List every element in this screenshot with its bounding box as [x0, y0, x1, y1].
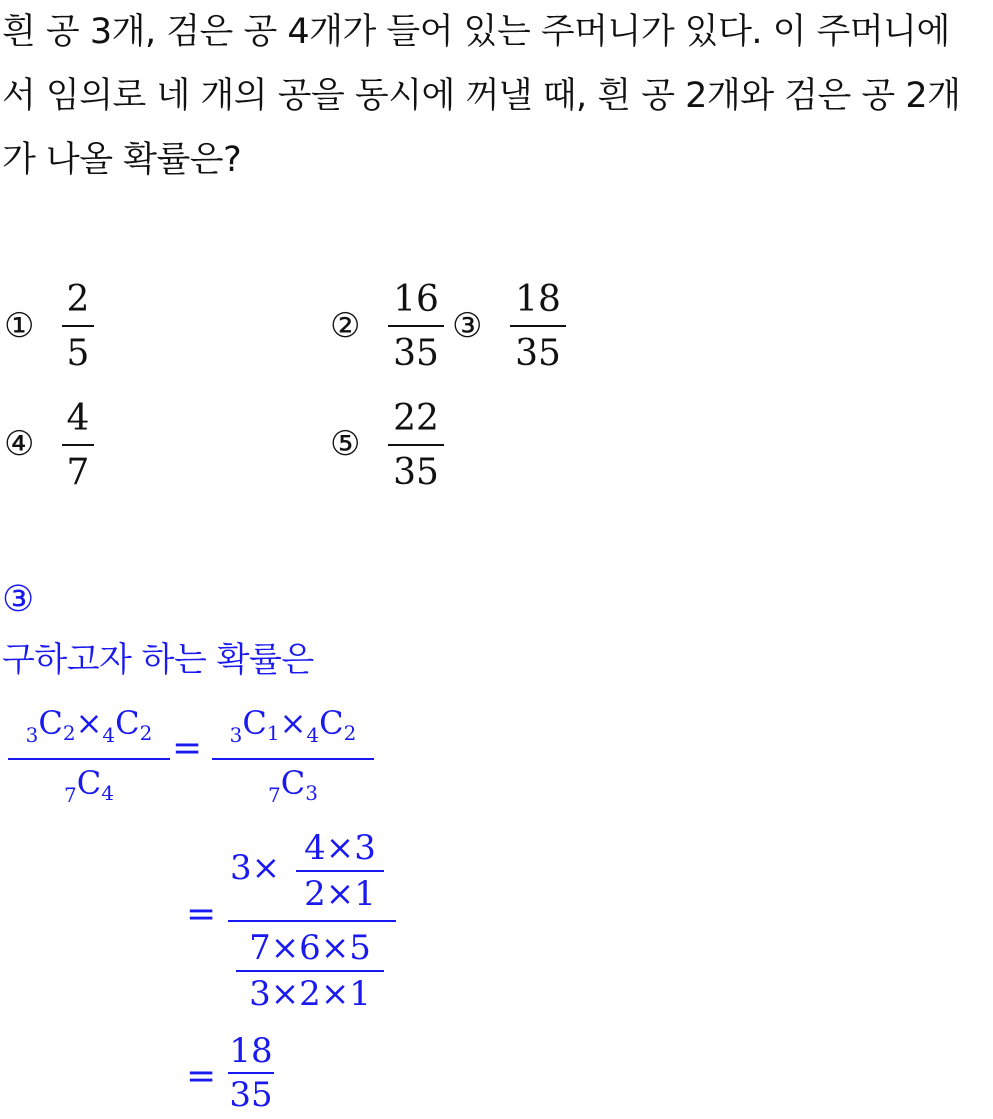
choice-4-denominator: 7 — [66, 452, 90, 493]
choice-3-fraction[interactable] — [510, 277, 566, 377]
combination-symbol: C — [280, 764, 306, 802]
step2-top-numerator: 4×3 — [304, 828, 376, 868]
step2-bottom-numerator: 7×6×5 — [249, 928, 371, 968]
step1-left-denominator — [8, 760, 170, 818]
combination-total: 4 — [102, 723, 116, 747]
fraction-bar — [62, 325, 94, 327]
solution-answer: ③ — [2, 579, 35, 620]
combination-symbol: C — [38, 704, 63, 742]
step1-right-fraction — [212, 700, 374, 818]
combination-total: 3 — [25, 723, 39, 747]
choice-4-numerator: 4 — [66, 398, 90, 439]
choice-1-fraction[interactable] — [62, 277, 94, 377]
step2-bottom-inner-fraction — [236, 926, 384, 1016]
times-sign: × — [279, 704, 307, 742]
step2-compound-fraction — [228, 826, 396, 1018]
step2-upper-part — [228, 826, 396, 918]
fraction-bar — [62, 444, 94, 446]
times-sign: × — [75, 704, 103, 742]
choice-4-fraction[interactable] — [62, 396, 94, 496]
step2-bottom-denominator: 3×2×1 — [249, 974, 371, 1014]
choice-1-numerator: 2 — [66, 279, 90, 320]
combination-symbol: C — [242, 704, 267, 742]
combination-symbol: C — [319, 704, 344, 742]
choice-1-denominator: 5 — [66, 333, 90, 374]
combination-choose: 1 — [266, 721, 280, 745]
question-line-2: 서 임의로 네 개의 공을 동시에 꺼낼 때, 흰 공 2개와 검은 공 2개 — [2, 76, 961, 116]
choice-2-mark[interactable]: ② — [330, 306, 361, 346]
equals-sign: = — [186, 894, 217, 935]
combination-total: 4 — [306, 723, 320, 747]
choice-2-numerator: 16 — [393, 279, 439, 320]
step2-top-denominator: 2×1 — [304, 874, 376, 914]
combination-total: 7 — [268, 783, 281, 807]
choice-3-mark[interactable]: ③ — [452, 306, 483, 346]
fraction-bar — [388, 325, 444, 327]
step3-result-fraction — [228, 1030, 274, 1116]
step2-top-lead: 3× — [230, 848, 281, 888]
step2-lower-part — [228, 926, 396, 1018]
step1-left-fraction — [8, 700, 170, 818]
question-text — [2, 0, 992, 192]
combination-choose: 2 — [343, 721, 357, 745]
combination-choose: 2 — [62, 721, 76, 745]
choice-2-fraction[interactable] — [388, 277, 444, 377]
combination-symbol: C — [76, 764, 102, 802]
question-line-1: 흰 공 3개, 검은 공 4개가 들어 있는 주머니가 있다. 이 주머니에 — [2, 12, 950, 52]
solution-lead-text: 구하고자 하는 확률은 — [2, 640, 314, 680]
step2-top-inner-fraction — [296, 826, 384, 916]
fraction-bar — [388, 444, 444, 446]
combination-symbol: C — [115, 704, 140, 742]
choice-1-mark[interactable]: ① — [4, 306, 35, 346]
fraction-bar — [510, 325, 566, 327]
question-line-3: 가 나올 확률은? — [2, 140, 242, 180]
choice-3-denominator: 35 — [515, 333, 561, 374]
equals-sign: = — [186, 1056, 217, 1097]
choice-5-fraction[interactable] — [388, 396, 444, 496]
combination-total: 7 — [64, 783, 77, 807]
step1-right-denominator — [212, 760, 374, 818]
equals-sign: = — [172, 728, 203, 769]
choice-5-mark[interactable]: ⑤ — [330, 424, 361, 464]
main-fraction-bar — [228, 920, 396, 922]
choice-5-denominator: 35 — [393, 452, 439, 493]
combination-choose: 2 — [139, 721, 153, 745]
choice-3-numerator: 18 — [515, 279, 561, 320]
combination-choose: 3 — [305, 781, 318, 805]
combination-choose: 4 — [101, 781, 114, 805]
step1-left-numerator — [8, 700, 170, 758]
choice-2-denominator: 35 — [393, 333, 439, 374]
step3-denominator: 35 — [229, 1075, 273, 1115]
combination-total: 3 — [229, 723, 243, 747]
step1-right-numerator — [212, 700, 374, 758]
choice-4-mark[interactable]: ④ — [4, 424, 35, 464]
step3-numerator: 18 — [229, 1031, 273, 1071]
choice-5-numerator: 22 — [393, 398, 439, 439]
